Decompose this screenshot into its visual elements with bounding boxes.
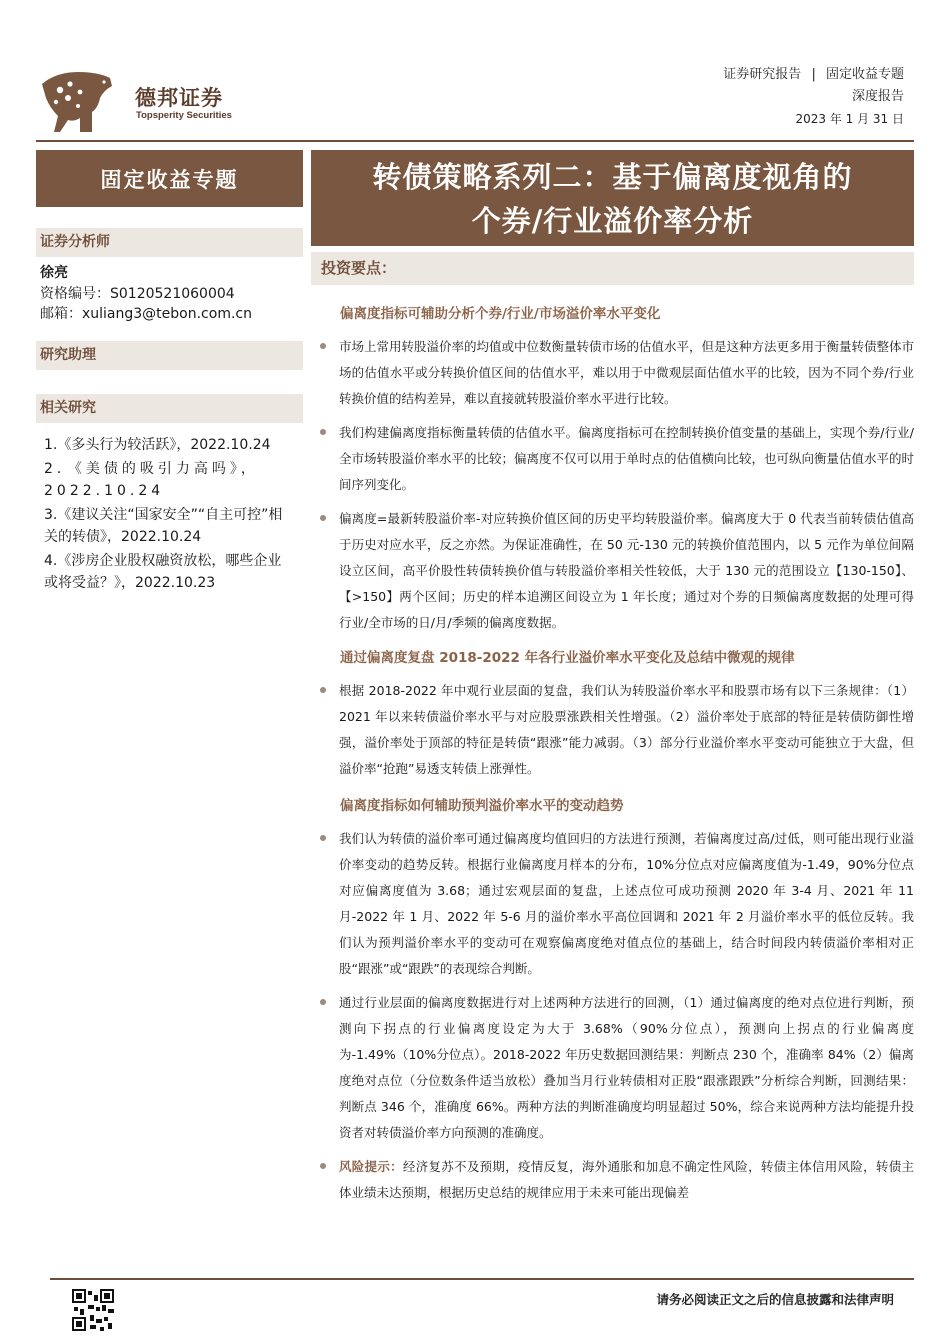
qr-code-icon[interactable] [72, 1289, 114, 1331]
paragraph-text: 我们构建偏离度指标衡量转债的估值水平。偏离度指标可在控制转换价值变量的基础上，实现个券/行业/全市场转股溢价率水平的比较；偏离度不仅可以用于单时点的估值横向比较，也可纵向衡量估值水平的时间序列变化。 [339, 425, 915, 492]
related-research-list [44, 434, 294, 596]
bullet-icon [320, 835, 326, 841]
bullet-paragraph-6 [320, 990, 914, 1146]
risk-text: 经济复苏不及预期，疫情反复，海外通胀和加息不确定性风险，转债主体信用风险，转债主体业绩未达预期，根据历史总结的规律应用于未来可能出现偏差 [339, 1159, 914, 1200]
paragraph-text: 通过行业层面的偏离度数据进行对上述两种方法进行的回测，（1）通过偏离度的绝对点位进行判断，预测向下拐点的行业偏离度设定为大于 3.68%（90%分位点），预测向上拐点的行业偏离度为-1.49%（10%分位点）。2018-2022 年历史数据回测结果：判断点 230 个，准确率 84%（2）偏离度绝对点位（分位数条件适当放松）叠加当月行业转债相对正股“跟涨跟跌”分析综合判断，回测结果：判断点 346 个，准确度 66%。两种方法的判断准确度均明显超过 50%，综合来说两种方法均能提升投资者对转债溢价率方向预测的准确度。 [339, 995, 914, 1140]
related-research-item[interactable]: 4.《涉房企业股权融资放松，哪些企业或将受益？》，2022.10.23 [44, 553, 282, 591]
analyst-email: 邮箱：xuliang3@tebon.com.cn [40, 306, 252, 322]
footer-divider [50, 1278, 914, 1280]
report-type: 证券研究报告 [723, 67, 802, 82]
analyst-certificate: 资格编号：S0120521060004 [40, 286, 235, 302]
bullet-paragraph-4 [320, 678, 914, 782]
bullet-icon [320, 429, 326, 435]
bullet-paragraph-2 [320, 420, 914, 498]
risk-warning [320, 1154, 914, 1206]
report-date: 2023 年 1 月 31 日 [795, 112, 904, 126]
paragraph-text: 市场上常用转股溢价率的均值或中位数衡量转债市场的估值水平，但是这种方法更多用于衡量转债整体市场的估值水平或分转换价值区间的估值水平，难以用于中微观层面估值水平的比较，因为不同个券/行业转换价值的结构差异，难以直接就转股溢价率水平进行比较。 [339, 339, 915, 406]
analyst-section-header: 证券分析师 [36, 228, 303, 257]
assistant-section-header: 研究助理 [36, 341, 303, 370]
subheading-3: 偏离度指标如何辅助预判溢价率水平的变动趋势 [340, 798, 624, 814]
disclaimer-notice: 请务必阅读正文之后的信息披露和法律声明 [656, 1292, 894, 1307]
report-meta [723, 64, 904, 130]
risk-text-block [339, 1154, 914, 1206]
company-logo [38, 68, 258, 138]
category-banner: 固定收益专题 [36, 150, 303, 207]
analyst-name: 徐亮 [40, 265, 68, 281]
logo-chinese-name: 德邦证券 [135, 86, 223, 110]
paragraph-text: 偏离度=最新转股溢价率-对应转换价值区间的历史平均转股溢价率。偏离度大于 0 代表当前转债估值高于历史对应水平，反之亦然。为保证准确性，在 50 元-130 元的转换价值范围内，以 5 元作为单位间隔设立区间，高平价股性转债转换价值与转股溢价率相关性较低，大于 130 元的范围设立【130-150】、【>150】两个区间；历史的样本追溯区间设立为 1 年长度；通过对个券的日频偏离度数据的处理可得行业/全市场的日/月/季频的偏离度数据。 [339, 511, 914, 630]
related-research-item[interactable]: 1.《多头行为较活跃》，2022.10.24 [44, 437, 271, 453]
bullet-paragraph-1 [320, 334, 914, 412]
bullet-icon [320, 343, 326, 349]
bullet-paragraph-5 [320, 826, 914, 982]
report-title-line2: 个券/行业溢价率分析 [471, 204, 754, 238]
paragraph-text: 根据 2018-2022 年中观行业层面的复盘，我们认为转股溢价率水平和股票市场有以下三条规律：（1）2021 年以来转债溢价率水平与对应股票涨跌相关性增强。（2）溢价率处于底部的特征是转债防御性增强，溢价率处于顶部的特征是转债“跟涨”能力减弱。（3）部分行业溢价率水平变动可能独立于大盘，但溢价率“抢跑”易透支转债上涨弹性。 [339, 683, 914, 776]
investment-points-header: 投资要点： [311, 252, 914, 285]
meta-separator: | [811, 67, 816, 82]
report-meta-line [723, 64, 904, 86]
bullet-icon [320, 999, 326, 1005]
logo-english-name: Topsperity Securities [136, 110, 232, 121]
related-research-header: 相关研究 [36, 394, 303, 423]
subheading-1: 偏离度指标可辅助分析个券/行业/市场溢价率水平变化 [340, 306, 661, 322]
report-category: 固定收益专题 [825, 67, 904, 82]
paragraph-text: 我们认为转债的溢价率可通过偏离度均值回归的方法进行预测，若偏离度过高/过低，则可能出现行业溢价率变动的趋势反转。根据行业偏离度月样本的分布，10%分位点对应偏离度值为-1.49，90%分位点对应偏离度值为 3.68；通过宏观层面的复盘，上述点位可成功预测 2020 年 3-4 月、2021 年 11 月-2022 年 1 月、2022 年 5-6 月的溢价率水平高位回调和 2021 年 2 月溢价率水平的低位反转。我们认为预判溢价率水平的变动可在观察偏离度绝对值点位的基础上，结合时间段内转债溢价率相对正股“跟涨”或“跟跌”的表现综合判断。 [339, 831, 914, 976]
report-title-line1: 转债策略系列二：基于偏离度视角的 [372, 160, 853, 194]
related-research-item[interactable]: 3.《建议关注“国家安全”“自主可控”相关的转债》，2022.10.24 [44, 507, 283, 545]
header-divider [36, 140, 914, 142]
bullet-paragraph-3 [320, 506, 914, 636]
report-title [311, 150, 914, 246]
leopard-logo-icon [38, 68, 118, 136]
bullet-icon [320, 515, 326, 521]
bullet-icon [320, 1163, 326, 1169]
related-research-item[interactable]: 2．《美债的吸引力高吗》，2022.10.24 [44, 461, 259, 499]
bullet-icon [320, 687, 326, 693]
report-kind: 深度报告 [851, 89, 904, 104]
risk-label: 风险提示： [339, 1159, 403, 1174]
subheading-2: 通过偏离度复盘 2018-2022 年各行业溢价率水平变化及总结中微观的规律 [340, 650, 795, 666]
